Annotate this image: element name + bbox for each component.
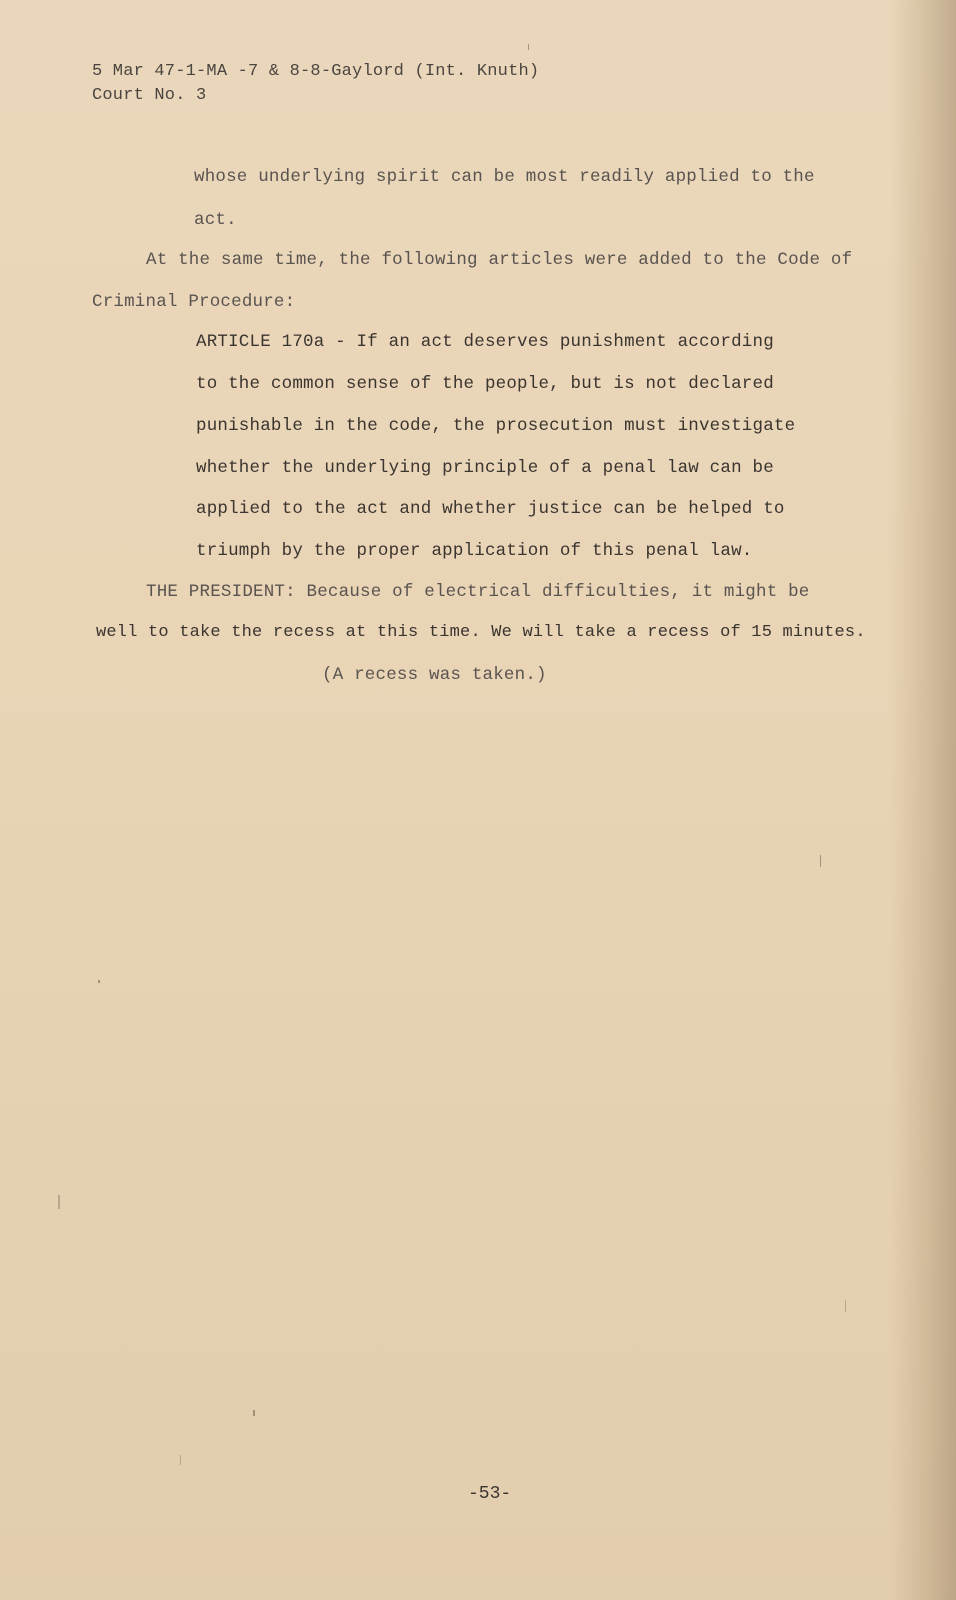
president-line-2: well to take the recess at this time. We will take a recess of 15 minutes.	[96, 623, 866, 642]
article-line-2: to the common sense of the people, but is not declared	[196, 374, 774, 394]
body-line-2: act.	[194, 210, 237, 230]
article-line-6: triumph by the proper application of this penal law.	[196, 541, 753, 561]
paper-speck	[253, 1410, 255, 1416]
paper-speck	[820, 855, 821, 867]
body-line-3: At the same time, the following articles were added to the Code of	[146, 250, 853, 270]
president-line-1: THE PRESIDENT: Because of electrical difficulties, it might be	[146, 582, 810, 602]
paper-speck	[845, 1300, 846, 1312]
body-line-4: Criminal Procedure:	[92, 292, 296, 312]
paper-speck	[528, 44, 529, 50]
article-line-1: ARTICLE 170a - If an act deserves punishment according	[196, 332, 774, 352]
paper-speck	[58, 1195, 60, 1209]
article-line-3: punishable in the code, the prosecution must investigate	[196, 416, 796, 436]
paper-speck	[180, 1455, 181, 1465]
recess-note: (A recess was taken.)	[322, 665, 547, 685]
article-line-5: applied to the act and whether justice can be helped to	[196, 499, 785, 519]
header-line-1: 5 Mar 47-1-MA -7 & 8-8-Gaylord (Int. Knuth)	[92, 62, 540, 81]
page-number: -53-	[468, 1484, 512, 1504]
article-line-4: whether the underlying principle of a penal law can be	[196, 458, 774, 478]
header-line-2: Court No. 3	[92, 86, 207, 105]
body-line-1: whose underlying spirit can be most readily applied to the	[194, 167, 815, 187]
paper-speck	[98, 980, 100, 983]
